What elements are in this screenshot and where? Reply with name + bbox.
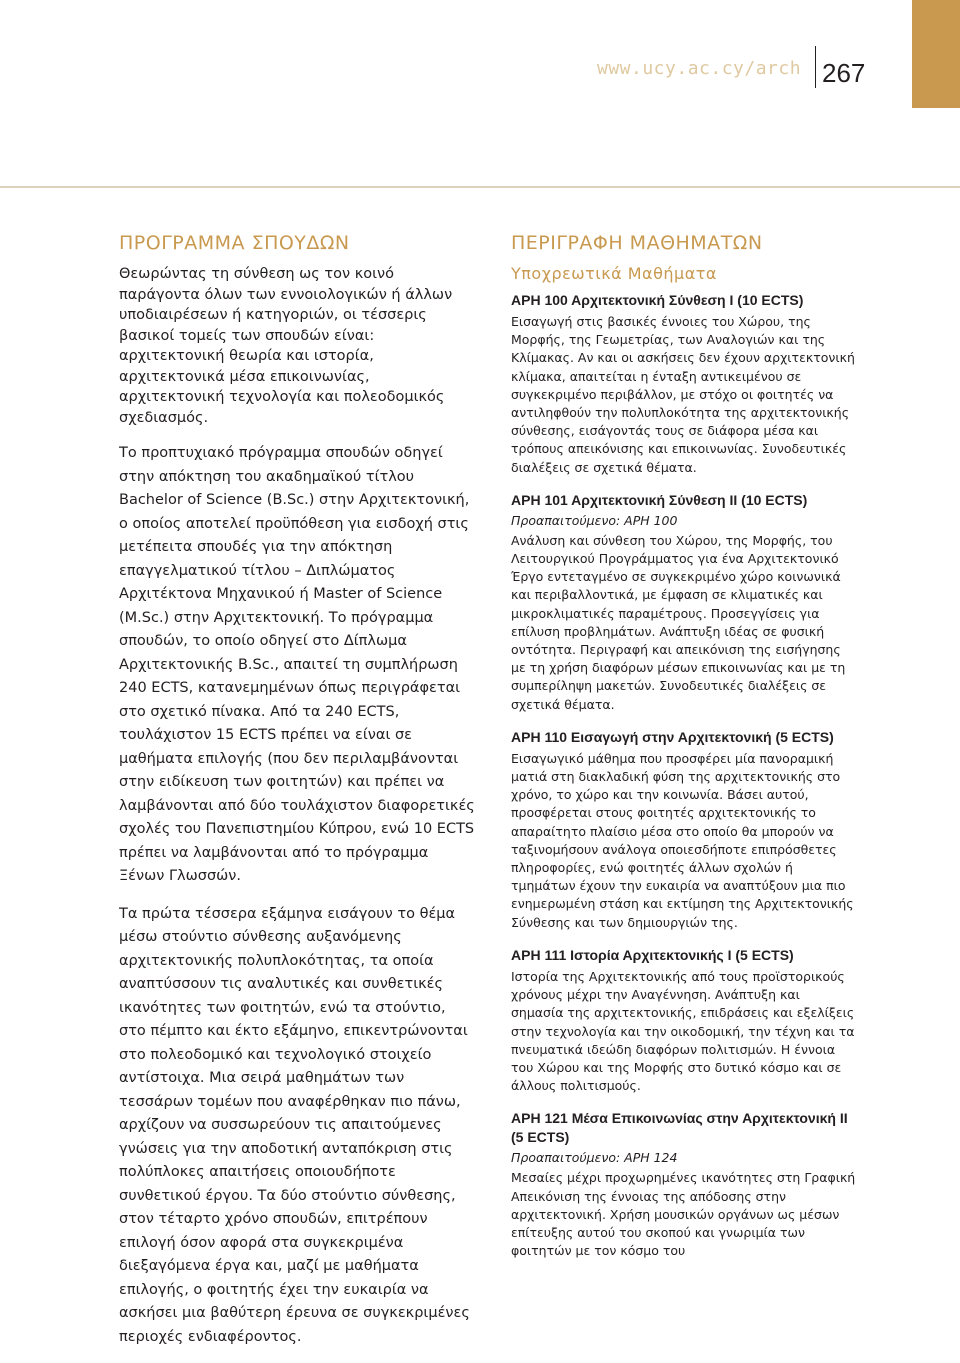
course-description: Μεσαίες μέχρι προχωρημένες ικανότητες στη Γραφική Απεικόνιση της έννοιας της απόδοσης στην αρχιτεκτονική. Χρήση μουσικών οργάνων ως μέσων επίτευξης αυτού του σκοπού και γνωριμία των φοιτητών με τον κόσμο του: [511, 1170, 856, 1259]
website-url[interactable]: www.ucy.ac.cy/arch: [597, 58, 802, 79]
page-number: 267: [822, 58, 866, 88]
course-title: ΑΡΗ 111 Ιστορία Αρχιτεκτονικής Ι (5 ECTS): [511, 946, 794, 963]
course-title: ΑΡΗ 100 Αρχιτεκτονική Σύνθεση Ι (10 ECTS): [511, 292, 804, 308]
course-title: ΑΡΗ 101 Αρχιτεκτονική Σύνθεση ΙΙ (10 ECTS): [511, 491, 808, 508]
study-program-title: ΠΡΟΓΡΑΜΜΑ ΣΠΟΥΔΩΝ: [119, 232, 350, 254]
course-description: Εισαγωγή στις βασικές έννοιες του Χώρου, της Μορφής, της Γεωμετρίας, των Αναλογιών και της Κλίμακας. Αν και οι ασκήσεις δεν έχουν αρχιτεκτονική κλίμακα, απαιτείται η ένταξη αντικειμένου σε συγκεκριμένο περιβάλλον, με στόχο οι φοιτητές να αντιληφθούν την πολυπλοκότητα της αρχιτεκτονικής σύνθεσης, εισάγοντάς τους σε διάφορα μέσα και τρόπους απεικόνισης και επικοινωνίας. Συνοδευτικές διαλέξεις σε σχετικά θέματα.: [511, 314, 855, 475]
course-prerequisite: Προαπαιτούμενο: ΑΡΗ 124: [511, 1150, 678, 1166]
course-entry: [511, 946, 856, 1095]
course-entry: [511, 291, 856, 477]
course-descriptions-title: ΠΕΡΙΓΡΑΦΗ ΜΑΘΗΜΑΤΩΝ: [511, 232, 763, 254]
course-descriptions-column: [511, 232, 856, 1274]
compulsory-courses-subtitle: Υποχρεωτικά Μαθήματα: [511, 264, 717, 283]
page-corner-tab: [912, 0, 960, 108]
course-entry: [511, 491, 856, 714]
study-program-column: [119, 232, 475, 1363]
course-description: Εισαγωγικό μάθημα που προσφέρει μία πανοραμική ματιά στη διακλαδική φύση της αρχιτεκτονικής στο χρόνο, το χώρο και την κοινωνία. Βάσει αυτού, προσφέρεται στους φοιτητές αρχιτεκτονικής το απαραίτητο πλαίσιο μέσα στο οποίο θα μπορούν να ταξινομήσουν ανάλογα οποιεσδήποτε επιπρόσθετες πληροφορίες, ενώ φοιτητές άλλων σχολών ή τμημάτων έχουν την ευκαιρία να αναπτύξουν μια πιο ενημερωμένη στάση και εκτίμηση της Αρχιτεκτονικής Σύνθεσης και των δημιουργιών της.: [511, 750, 854, 930]
course-prerequisite: Προαπαιτούμενο: ΑΡΗ 100: [511, 512, 678, 528]
course-title: ΑΡΗ 110 Εισαγωγή στην Αρχιτεκτονική (5 ECTS): [511, 728, 834, 745]
course-description: Ανάλυση και σύνθεση του Χώρου, της Μορφής, του Λειτουργικού Προγράμματος για ένα Αρχιτεκτονικό Έργο εντεταγμένο σε συγκεκριμένο χώρο κοινωνικά και περιβαλλοντικά, με έμφαση σε κλιματικές και μικροκλιματικές παραμέτρους. Προσεγγίσεις για επίλυση προβλημάτων. Ανάπτυξη ιδέας σε φυσική οντότητα. Περιγραφή και απεικόνιση της εισήγησης με τη χρήση διαφόρων μέσων επικοινωνίας και με τη συμπερίληψη μακετών. Συνοδευτικές διαλέξεις σε σχετικά θέματα.: [511, 532, 846, 712]
course-entry: [511, 728, 856, 932]
semesters-paragraph: Τα πρώτα τέσσερα εξάμηνα εισάγουν το θέμα μέσω στούντιο σύνθεσης αυξανόμενης αρχιτεκτονικής πολυπλοκότητας, τα οποία αναπτύσσουν τις αναλυτικές και συνθετικές ικανότητες των φοιτητών, ενώ τα στούντιο, στο πέμπτο και έκτο εξάμηνο, επικεντρώνονται στο πολεοδομικό και τεχνολογικό στοιχείο αντίστοιχα. Μια σειρά μαθημάτων των τεσσάρων τομέων που αναφέρθηκαν πιο πάνω, αρχίζουν να συσσωρεύουν τις απαιτούμενες γνώσεις για την αποδοτική ανταπόκριση στις πολύπλοκες απαιτήσεις οποιουδήποτε συνθετικού έργου. Τα δύο στούντιο σύνθεσης, στον τέταρτο χρόνο σπουδών, επιτρέπουν επιλογή όσον αφορά στα συγκεκριμένα διεξαγόμενα έργα και, μαζί με μαθήματα επιλογής, ο φοιτητής έχει την ευκαιρία να ασκήσει μια βαθύτερη έρευνα σε συγκεκριμένες περιοχές ενδιαφέροντος.: [119, 905, 470, 1345]
header-rule: [0, 186, 960, 188]
intro-paragraph: Θεωρώντας τη σύνθεση ως τον κοινό παράγοντα όλων των εννοιολογικών ή άλλων υποδιαιρέσεων ή κατηγοριών, οι τέσσερις βασικοί τομείς των σπουδών είναι: αρχιτεκτονική θεωρία και ιστορία, αρχιτεκτονικά μέσα επικοινωνίας, αρχιτεκτονική τεχνολογία και πολεοδομικός σχεδιασμός.: [119, 266, 453, 426]
course-title: ΑΡΗ 121 Μέσα Επικοινωνίας στην Αρχιτεκτονική ΙΙ (5 ECTS): [511, 1110, 848, 1146]
course-entry: [511, 1109, 856, 1260]
course-description: Ιστορία της Αρχιτεκτονικής από τους προϊστορικούς χρόνους μέχρι την Αναγέννηση. Ανάπτυξη και σημασία της αρχιτεκτονικής, επιδράσεις και εξελίξεις στην τεχνολογία και την οικοδομική, την τέχνη και τα πνευματικά ιδεώδη διαφόρων πολιτισμών. Η έννοια του Χώρου και της Μορφής στο δυτικό κόσμο και σε άλλους πολιτισμούς.: [511, 968, 855, 1094]
header-divider: [815, 46, 816, 88]
degree-paragraph: Το προπτυχιακό πρόγραμμα σπουδών οδηγεί στην απόκτηση του ακαδημαϊκού τίτλου Bachelor of Science (B.Sc.) στην Αρχιτεκτονική, ο οποίος αποτελεί προϋπόθεση για εισδοχή στις μετέπειτα σπουδές για την απόκτηση επαγγελματικού τίτλου – Διπλώματος Αρχιτέκτονα Μηχανικού ή Master of Science (M.Sc.) στην Αρχιτεκτονική. Το πρόγραμμα σπουδών, το οποίο οδηγεί στο Δίπλωμα Αρχιτεκτονικής B.Sc., απαιτεί τη συμπλήρωση 240 ECTS, κατανεμημένων όπως περιγράφεται στο σχετικό πίνακα. Από τα 240 ECTS, τουλάχιστον 15 ECTS πρέπει να είναι σε μαθήματα επιλογής (που δεν περιλαμβάνονται στην ειδίκευση των φοιτητών) και πρέπει να λαμβάνονται από δύο τουλάχιστον διαφορετικές σχολές του Πανεπιστημίου Κύπρου, ενώ 10 ECTS πρέπει να λαμβάνονται από το πρόγραμμα Ξένων Γλωσσών.: [119, 445, 475, 884]
